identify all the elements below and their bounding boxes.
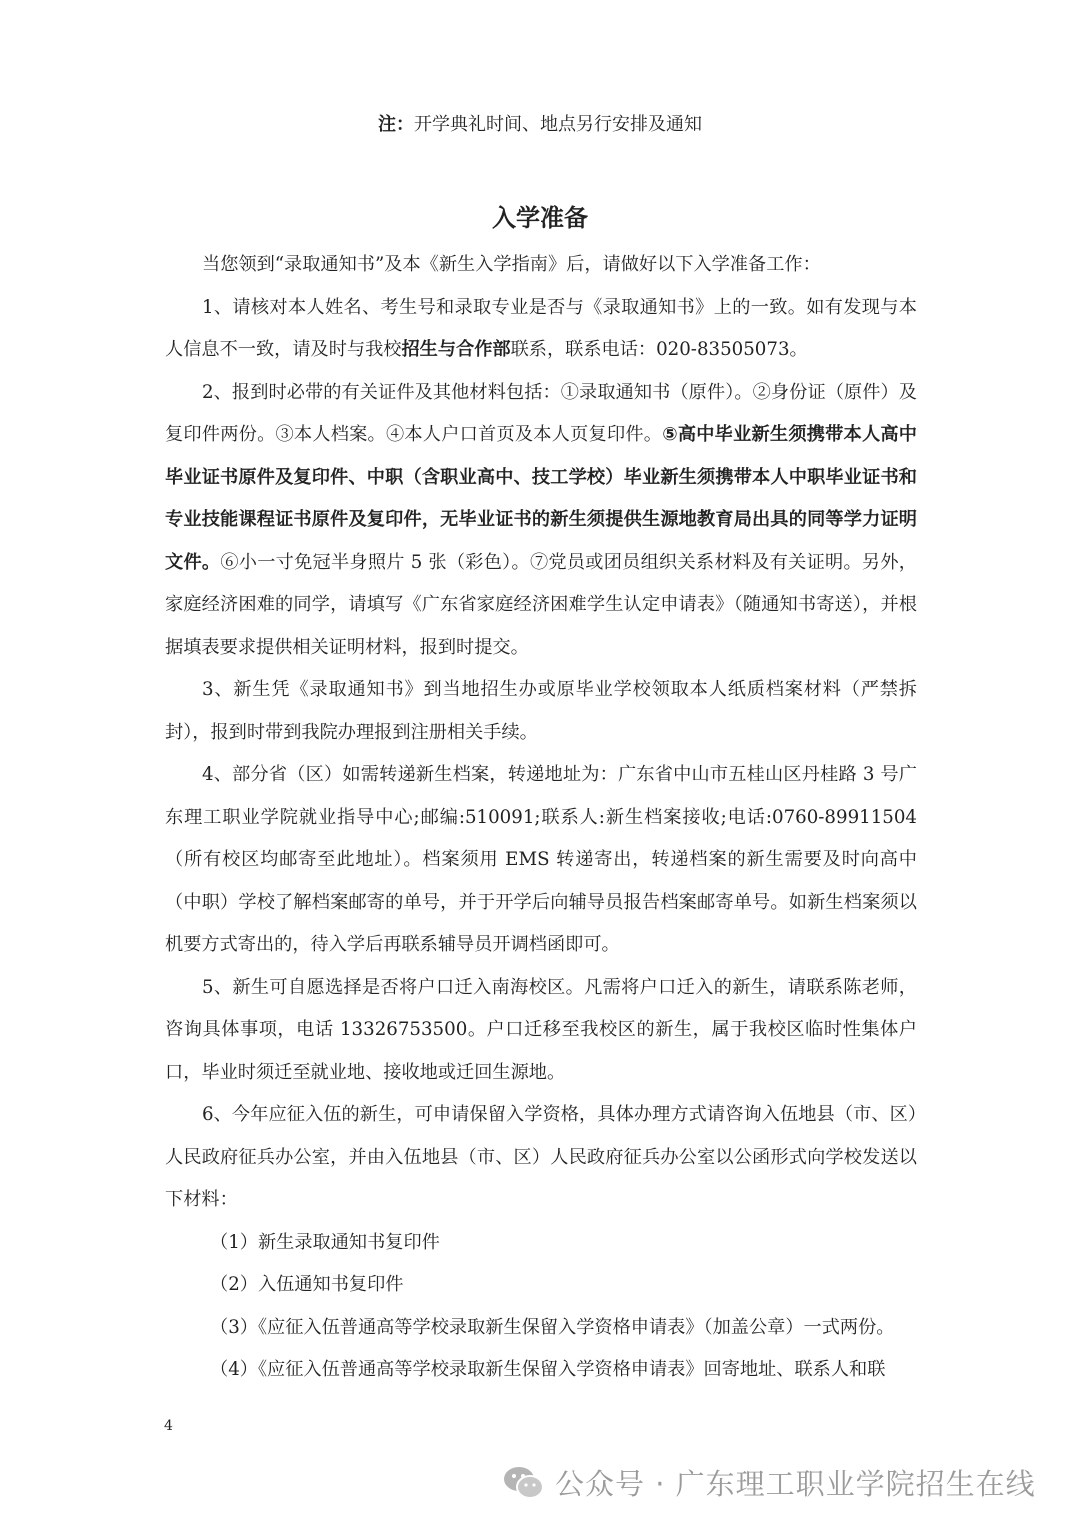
list-item: （4）《应征入伍普通高等学校录取新生保留入学资格申请表》回寄地址、联系人和联 [210, 1359, 886, 1380]
text-segment: 3、新生凭《录取通知书》到当地招生办或原毕业学校领取本人纸质档案材料（严禁拆封），报到时带到我院办理报到注册相关手续。 [165, 679, 917, 743]
list-item: （2）入伍通知书复印件 [210, 1274, 404, 1295]
document-body [165, 244, 917, 1392]
text-segment: 2、报到时必带的有关证件及其他材料包括：①录取通知书（原件）。②身份证（原件）及复印件两份。③本人档案。④本人户口首页及本人页复印件。 [165, 381, 917, 445]
paragraph-1 [165, 287, 917, 372]
note-label: 注： [378, 114, 414, 135]
text-segment: 6、今年应征入伍的新生，可申请保留入学资格，具体办理方式请咨询入伍地县（市、区）人民政府征兵办公室，并由入伍地县（市、区）人民政府征兵办公室以公函形式向学校发送以下材料： [165, 1104, 917, 1210]
note-line [0, 110, 1080, 136]
text-segment: 5、新生可自愿选择是否将户口迁入南海校区。凡需将户口迁入的新生，请联系陈老师，咨询具体事项，电话 13326753500。户口迁移至我校区的新生，属于我校区临时性集体户口，毕业时须迁至就业地、接收地或迁回生源地。 [165, 976, 917, 1083]
paragraph-2 [165, 372, 917, 670]
text-segment: ⑥小一寸免冠半身照片 5 张（彩色）。⑦党员或团员组织关系材料及有关证明。另外，家庭经济困难的同学，请填写《广东省家庭经济困难学生认定申请表》（随通知书寄送），并根据填表要求提供相关证明材料，报到时提交。 [165, 551, 917, 658]
paragraph-4 [165, 754, 917, 967]
watermark [503, 1462, 1036, 1503]
wechat-icon [503, 1465, 545, 1501]
text-segment: 联系，联系电话：020-83505073。 [510, 339, 808, 360]
list-item: （3）《应征入伍普通高等学校录取新生保留入学资格申请表》（加盖公章）一式两份。 [210, 1316, 895, 1338]
intro-paragraph: 当您领到“录取通知书”及本《新生入学指南》后，请做好以下入学准备工作： [202, 254, 821, 275]
note-text: 开学典礼时间、地点另行安排及通知 [414, 114, 702, 135]
text-segment: 4、部分省（区）如需转递新生档案，转递地址为：广东省中山市五桂山区丹桂路 3 号广东理工职业学院就业指导中心;邮编:510091;联系人:新生档案接收;电话:0760-89911504（所有校区均邮寄至此地址）。档案须用 EMS 转递寄出，转递档案的新生需要及时向高中（中职）学校了解档案邮寄的单号，并于开学后向辅导员报告档案邮寄单号。如新生档案须以机要方式寄出的，待入学后再联系辅导员开调档函即可。 [165, 764, 917, 955]
paragraph-6 [165, 1094, 917, 1222]
page-number: 4 [164, 1418, 173, 1434]
text-segment: 1、请核对本人姓名、考生号和录取专业是否与《录取通知书》上的一致。如有发现与本人信息不一致，请及时与我校 [165, 296, 917, 360]
bold-text: ⑤高中毕业新生须携带本人高中毕业证书原件及复印件、中职（含职业高中、技工学校）毕业新生须携带本人中职毕业证书和专业技能课程证书原件及复印件，无毕业证书的新生须提供生源地教育局出具的同等学力证明文件。 [165, 424, 917, 573]
paragraph-3 [165, 669, 917, 754]
bold-text: 招生与合作部 [401, 339, 511, 360]
section-title: 入学准备 [492, 204, 588, 232]
list-item: （1）新生录取通知书复印件 [210, 1231, 440, 1253]
watermark-text: 公众号 · 广东理工职业学院招生在线 [555, 1467, 1036, 1501]
paragraph-5 [165, 967, 917, 1095]
